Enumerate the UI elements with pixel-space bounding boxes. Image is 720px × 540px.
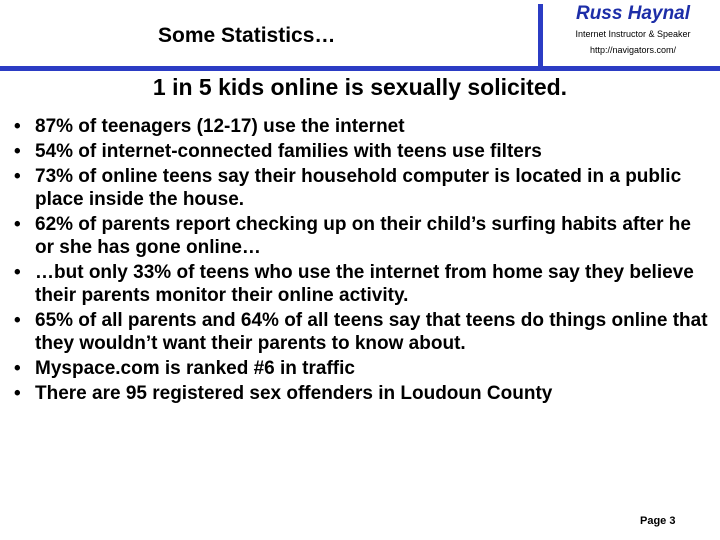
list-item: [14, 115, 714, 138]
bullet-icon: •: [14, 262, 21, 283]
bullet-icon: •: [14, 166, 21, 187]
statistics-list: [14, 115, 714, 407]
bullet-icon: •: [14, 116, 21, 137]
page-number: Page 3: [640, 515, 676, 527]
bullet-icon: •: [14, 310, 21, 331]
slide-header: [0, 0, 540, 70]
list-item: [14, 382, 714, 405]
bullet-icon: •: [14, 214, 21, 235]
list-item-text: Myspace.com is ranked #6 in traffic: [35, 358, 355, 379]
list-item: [14, 140, 714, 163]
presenter-url[interactable]: http://navigators.com/: [589, 45, 677, 55]
header-horizontal-divider: [0, 66, 720, 71]
list-item: [14, 357, 714, 380]
presenter-role: Internet Instructor & Speaker: [575, 29, 691, 39]
header-vertical-divider: [538, 4, 543, 68]
list-item-text: 54% of internet-connected families with teens use filters: [35, 141, 542, 162]
bullet-icon: •: [14, 358, 21, 379]
list-item-text: 65% of all parents and 64% of all teens say that teens do things online that they wouldn’t want their parents to know about.: [35, 310, 708, 354]
presenter-name: Russ Haynal: [575, 3, 691, 24]
list-item-text: There are 95 registered sex offenders in Loudoun County: [35, 383, 553, 404]
list-item: [14, 213, 714, 259]
list-item: [14, 165, 714, 211]
bullet-icon: •: [14, 141, 21, 162]
list-item: [14, 309, 714, 355]
list-item-text: …but only 33% of teens who use the internet from home say they believe their parents monitor their online activity.: [35, 262, 694, 306]
bullet-icon: •: [14, 383, 21, 404]
list-item-text: 87% of teenagers (12-17) use the internet: [35, 116, 405, 137]
slide-headline: 1 in 5 kids online is sexually solicited.: [152, 74, 568, 100]
list-item-text: 62% of parents report checking up on their child’s surfing habits after he or she has gone online…: [35, 214, 691, 258]
slide-title: Some Statistics…: [158, 24, 336, 47]
list-item-text: 73% of online teens say their household computer is located in a public place inside the house.: [35, 166, 682, 210]
list-item: [14, 261, 714, 307]
presenter-branding: [548, 3, 718, 56]
